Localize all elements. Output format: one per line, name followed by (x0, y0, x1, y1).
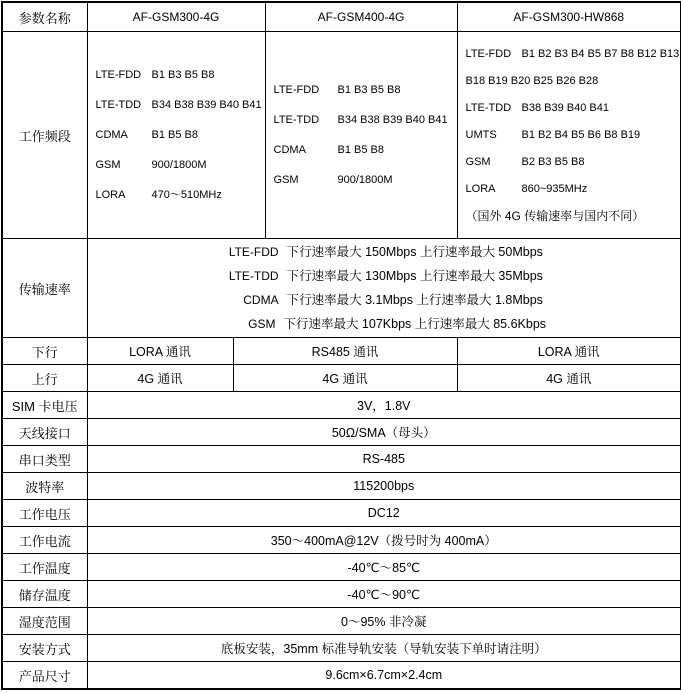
spec-value: -40℃～90℃ (87, 581, 681, 608)
band-line (266, 75, 457, 105)
band-line (88, 150, 265, 180)
band-line (88, 180, 265, 210)
spec-label: 储存温度 (2, 581, 87, 608)
rate-value: 下行速率最大 150Mbps 上行速率最大 50Mbps (286, 245, 543, 259)
spec-row (2, 554, 681, 581)
band-name: LTE-FDD (273, 84, 320, 96)
spec-row (2, 662, 681, 690)
spec-value: 9.6cm×6.7cm×2.4cm (87, 662, 681, 690)
header-model-gsm400: AF-GSM400-4G (265, 2, 457, 32)
band-line (458, 176, 681, 203)
spec-row (2, 581, 681, 608)
band-name: GSM (95, 159, 121, 171)
rate-value: 下行速率最大 107Kbps 上行速率最大 85.6Kbps (283, 317, 547, 331)
spec-label: 湿度范围 (2, 608, 87, 635)
header-model-hw868: AF-GSM300-HW868 (457, 2, 681, 32)
spec-label: 安装方式 (2, 635, 87, 662)
band-value: 900/1800M (151, 159, 207, 171)
rate-row (2, 239, 681, 338)
row-label-uplink: 上行 (2, 365, 87, 392)
band-value-continuation: B18 B19 B20 B25 B26 B28 (465, 74, 599, 87)
band-name: UMTS (465, 128, 497, 141)
spec-value: 底板安装，35mm 标准导轨安装（导轨安装下单时请注明） (87, 635, 681, 662)
spec-row (2, 473, 681, 500)
spec-row (2, 608, 681, 635)
band-value: B1 B5 B8 (337, 144, 384, 156)
frequency-cell-gsm300 (87, 32, 265, 239)
rate-value: 下行速率最大 130Mbps 上行速率最大 35Mbps (286, 269, 543, 283)
spec-value: 50Ω/SMA（母头） (87, 419, 681, 446)
uplink-hw868: 4G 通讯 (457, 365, 681, 392)
spec-value: 0～95% 非冷凝 (87, 608, 681, 635)
band-line (266, 105, 457, 135)
frequency-row (2, 32, 681, 239)
band-value: 900/1800M (337, 174, 393, 186)
rate-band: CDMA (243, 293, 279, 307)
band-name: LTE-TDD (465, 101, 512, 114)
frequency-note: （国外 4G 传输速率与国内不同） (465, 208, 645, 223)
band-name: LTE-TDD (95, 99, 142, 111)
band-name: LORA (95, 189, 126, 201)
rate-line (88, 288, 681, 312)
downlink-gsm400: RS485 通讯 (233, 338, 457, 365)
spec-row (2, 635, 681, 662)
row-label-rate: 传输速率 (2, 239, 87, 338)
header-param-name: 参数名称 (2, 2, 87, 32)
band-value: B2 B3 B5 B8 (521, 155, 585, 168)
band-value: B1 B3 B5 B8 (337, 84, 401, 96)
band-name: GSM (465, 155, 491, 168)
row-label-frequency: 工作频段 (2, 32, 87, 239)
spec-row (2, 419, 681, 446)
band-name: LTE-FDD (95, 69, 142, 81)
spec-value: 115200bps (87, 473, 681, 500)
spec-label: 工作电压 (2, 500, 87, 527)
spec-label: 工作电流 (2, 527, 87, 554)
spec-label: SIM 卡电压 (2, 392, 87, 419)
band-name: CDMA (273, 144, 306, 156)
band-value: B1 B3 B5 B8 (151, 69, 215, 81)
downlink-row (2, 338, 681, 365)
spec-value: RS-485 (87, 446, 681, 473)
band-name: CDMA (95, 129, 128, 141)
frequency-cell-hw868 (457, 32, 681, 239)
band-value: B1 B5 B8 (151, 129, 198, 141)
spec-row (2, 500, 681, 527)
uplink-row (2, 365, 681, 392)
spec-label: 产品尺寸 (2, 662, 87, 690)
band-line (458, 41, 681, 68)
spec-row (2, 446, 681, 473)
header-row (2, 2, 681, 32)
band-line (458, 149, 681, 176)
band-value: B34 B38 B39 B40 B41 (151, 99, 262, 111)
band-line (266, 165, 457, 195)
band-name: LTE-TDD (273, 114, 320, 126)
downlink-gsm300: LORA 通讯 (87, 338, 233, 365)
band-value: B1 B2 B4 B5 B6 B8 B19 (521, 128, 641, 141)
band-line (88, 60, 265, 90)
uplink-gsm300: 4G 通讯 (87, 365, 233, 392)
spec-row (2, 527, 681, 554)
band-line (88, 90, 265, 120)
spec-label: 串口类型 (2, 446, 87, 473)
rate-line (88, 312, 681, 336)
rate-band: LTE-TDD (228, 269, 279, 283)
downlink-hw868: LORA 通讯 (457, 338, 681, 365)
spec-label: 天线接口 (2, 419, 87, 446)
spec-value: 3V，1.8V (87, 392, 681, 419)
band-line (88, 120, 265, 150)
band-line (458, 122, 681, 149)
band-name: LTE-FDD (465, 47, 512, 60)
spec-value: 350～400mA@12V（拨号时为 400mA） (87, 527, 681, 554)
spec-label: 工作温度 (2, 554, 87, 581)
spec-value: DC12 (87, 500, 681, 527)
band-value: 470～510MHz (151, 189, 222, 201)
band-value: B1 B2 B3 B4 B5 B7 B8 B12 B13 (521, 47, 680, 60)
uplink-gsm400: 4G 通讯 (233, 365, 457, 392)
frequency-cell-gsm400 (265, 32, 457, 239)
band-value: B34 B38 B39 B40 B41 (337, 114, 448, 126)
band-value: 860~935MHz (521, 182, 588, 195)
row-label-downlink: 下行 (2, 338, 87, 365)
rate-band: LTE-FDD (228, 245, 279, 259)
band-line (266, 135, 457, 165)
rate-line (88, 264, 681, 288)
rate-value: 下行速率最大 3.1Mbps 上行速率最大 1.8Mbps (286, 293, 543, 307)
band-name: LORA (465, 182, 496, 195)
band-name: GSM (273, 174, 299, 186)
band-line (458, 95, 681, 122)
rate-line (88, 240, 681, 264)
header-model-gsm300: AF-GSM300-4G (87, 2, 265, 32)
spec-row (2, 392, 681, 419)
spec-value: -40℃～85℃ (87, 554, 681, 581)
band-value: B38 B39 B40 B41 (521, 101, 609, 114)
spec-table (1, 1, 681, 690)
rate-cell (87, 239, 681, 338)
rate-band: GSM (248, 317, 276, 331)
spec-label: 波特率 (2, 473, 87, 500)
